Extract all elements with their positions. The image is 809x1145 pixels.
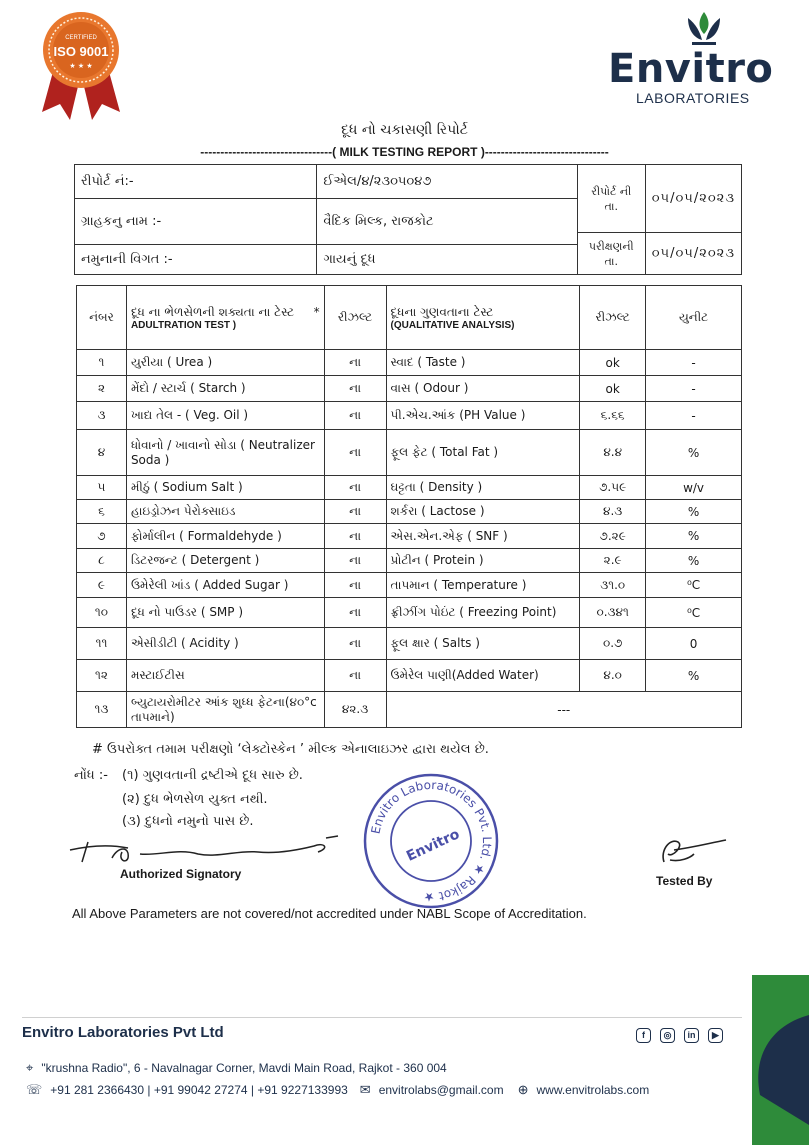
row-adulteration-test: ધોવાનો / ખાવાનો સોડા ( Neutralizer Soda ) xyxy=(126,430,324,476)
row-adulteration-result: ના xyxy=(324,476,386,500)
row-adulteration-result: ના xyxy=(324,573,386,598)
header-q-result: રીઝલ્ટ xyxy=(580,286,646,350)
row-no: ૧૨ xyxy=(77,660,127,692)
envitro-logo xyxy=(600,8,790,108)
table-row xyxy=(77,500,742,524)
row-adulteration-result: ના xyxy=(324,549,386,573)
report-date-label: રીપોર્ટ ની તા. xyxy=(577,165,645,233)
footer-address-line xyxy=(26,1060,447,1076)
row-no: ૭ xyxy=(77,524,127,549)
brand-name: Envitro xyxy=(608,46,774,92)
row-unit: % xyxy=(646,500,742,524)
authorized-signatory-label: Authorized Signatory xyxy=(120,867,242,881)
footer-contact-line xyxy=(26,1082,649,1098)
customer-name-value: વૈદિક મિલ્ક, રાજકોટ xyxy=(317,199,577,245)
row-quality-test: તાપમાન ( Temperature ) xyxy=(386,573,580,598)
report-info-table xyxy=(74,164,742,275)
footer-divider xyxy=(22,1017,742,1018)
row-quality-test: પ્રોટીન ( Protein ) xyxy=(386,549,580,573)
row-adulteration-result: ના xyxy=(324,524,386,549)
row-adulteration-test: હાઇડ્રોઝન પેરોક્સાઇડ xyxy=(126,500,324,524)
row-quality-test: પી.એચ.આંક (PH Value ) xyxy=(386,402,580,430)
youtube-icon[interactable]: ▶ xyxy=(708,1028,723,1043)
social-links xyxy=(636,1028,723,1043)
row-quality-test: વાસ ( Odour ) xyxy=(386,376,580,402)
report-no-label: રીપોર્ટ નં:- xyxy=(75,165,317,199)
linkedin-icon[interactable]: in xyxy=(684,1028,699,1043)
row-quality-result: ૭.૨૯ xyxy=(580,524,646,549)
row-no: ૧૩ xyxy=(77,692,127,728)
row-adulteration-test: મીઠું ( Sodium Salt ) xyxy=(126,476,324,500)
tested-by-signature xyxy=(650,832,730,872)
table-row xyxy=(77,524,742,549)
row-adulteration-result: ના xyxy=(324,660,386,692)
table-row xyxy=(77,660,742,692)
table-row xyxy=(77,549,742,573)
row-no: ૨ xyxy=(77,376,127,402)
header-star: * xyxy=(313,304,320,319)
row-adulteration-test: ખાદ્ય તેલ - ( Veg. Oil ) xyxy=(126,402,324,430)
tested-by-label: Tested By xyxy=(656,874,713,888)
row-adulteration-result: ના xyxy=(324,402,386,430)
row-quality-result: ૪.૦ xyxy=(580,660,646,692)
row-quality-result: ૩૧.૦ xyxy=(580,573,646,598)
authorized-signature xyxy=(68,828,368,868)
test-results-table xyxy=(76,285,742,728)
row-adulteration-test: ઉમેરેલી ખાંડ ( Added Sugar ) xyxy=(126,573,324,598)
table-row xyxy=(77,402,742,430)
row-quality-test: ફૂલ ફેટ ( Total Fat ) xyxy=(386,430,580,476)
table-row xyxy=(77,376,742,402)
header-qualitative-guj: દૂધના ગુણવતાના ટેસ્ટ xyxy=(390,304,494,319)
row-no: ૫ xyxy=(77,476,127,500)
row-quality-test: ઘટ્ટતા ( Density ) xyxy=(386,476,580,500)
company-stamp xyxy=(362,772,500,910)
row-adulteration-test: એસીડીટી ( Acidity ) xyxy=(126,628,324,660)
table-row-last xyxy=(77,692,742,728)
row-unit: ⁰C xyxy=(646,598,742,628)
row-unit: w/v xyxy=(646,476,742,500)
row-adulteration-test: યુરીયા ( Urea ) xyxy=(126,350,324,376)
row-no: ૩ xyxy=(77,402,127,430)
sample-value: ગાયનું દૂધ xyxy=(317,245,577,275)
row-adulteration-result: ના xyxy=(324,376,386,402)
test-date-value: ૦૫/૦૫/૨૦૨૩ xyxy=(645,233,741,275)
header-qualitative xyxy=(386,286,580,350)
footer-website[interactable]: www.envitrolabs.com xyxy=(536,1083,650,1097)
header-unit: યુનીટ xyxy=(646,286,742,350)
row-quality-result: ૦.૭ xyxy=(580,628,646,660)
row-adulteration-test: મસ્ટાઈટીસ xyxy=(126,660,324,692)
row-adulteration-result: ના xyxy=(324,430,386,476)
row-adulteration-result: ના xyxy=(324,500,386,524)
note-2: (૨) દુધ ભેળસેળ યુક્ત નથી. xyxy=(122,792,268,807)
report-date-value: ૦૫/૦૫/૨૦૨૩ xyxy=(645,165,741,233)
leaf-logo-icon xyxy=(682,8,726,48)
report-title-gujarati: દૂધ નો ચકાસણી રિપોર્ટ xyxy=(341,122,468,138)
table-row xyxy=(77,573,742,598)
note-1: (૧) ગુણવતાની દ્રષ્ટીએ દૂધ સારુ છે. xyxy=(122,768,303,783)
row-unit: - xyxy=(646,376,742,402)
header-result: રીઝલ્ટ xyxy=(324,286,386,350)
customer-name-label: ગ્રાહકનુ નામ :- xyxy=(75,199,317,245)
table-row xyxy=(77,350,742,376)
header-adulteration-en: ADULTRATION TEST ) xyxy=(130,319,237,331)
row-quality-test: એસ.એન.એફ ( SNF ) xyxy=(386,524,580,549)
row-adulteration-result: ના xyxy=(324,350,386,376)
header-qualitative-en: (QUALITATIVE ANALYSIS) xyxy=(390,319,515,331)
sample-label: નમુનાની વિગત :- xyxy=(75,245,317,275)
row-unit: 0 xyxy=(646,628,742,660)
row-unit: % xyxy=(646,549,742,573)
row-adulteration-result: ના xyxy=(324,598,386,628)
row-quality-test: સ્વાદ ( Taste ) xyxy=(386,350,580,376)
analyzer-note: # ઉપરોક્ત તમામ પરીક્ષણો ‘લેક્ટોસ્કેન ’ મીલ્ક એનાલાઇઝર દ્વારા થયેલ છે. xyxy=(92,742,489,757)
note-3: (૩) દુધનો નમુનો પાસ છે. xyxy=(122,814,254,829)
row-quality-test: ઉમેરેલ પાણી(Added Water) xyxy=(386,660,580,692)
row-unit: - xyxy=(646,350,742,376)
footer-phones: +91 281 2366430 | +91 99042 27274 | +91 9227133993 xyxy=(50,1083,348,1097)
row-merged-empty: --- xyxy=(386,692,741,728)
stamp-ring-text: Envitro Laboratories Pvt. Ltd. ★ Rajkot ★ xyxy=(368,777,495,905)
decorative-corner xyxy=(752,975,809,1145)
row-quality-result: ૭.૫૯ xyxy=(580,476,646,500)
phone-icon: ☏ xyxy=(26,1082,43,1097)
row-no: ૧૧ xyxy=(77,628,127,660)
row-quality-result: ૪.૪ xyxy=(580,430,646,476)
footer-address: "krushna Radio", 6 - Navalnagar Corner, Mavdi Main Road, Rajkot - 360 004 xyxy=(41,1061,447,1075)
table-row xyxy=(77,628,742,660)
report-title-english: ---------------------------------( MILK TESTING REPORT )------------------------------- xyxy=(200,145,609,159)
row-adulteration-test: ડિટરજન્ટ ( Detergent ) xyxy=(126,549,324,573)
report-no-value: ઈએલ/૪/૨૩૦૫૦૪૭ xyxy=(317,165,577,199)
svg-text:★ ★ ★: ★ ★ ★ xyxy=(69,62,93,70)
table-row xyxy=(77,476,742,500)
iso-top-text: CERTIFIED xyxy=(65,35,97,41)
instagram-icon[interactable]: ◎ xyxy=(660,1028,675,1043)
stamp-center-text: Envitro xyxy=(404,826,463,865)
row-adulteration-test: ફોર્માલીન ( Formaldehyde ) xyxy=(126,524,324,549)
row-quality-test: શર્કરા ( Lactose ) xyxy=(386,500,580,524)
row-unit: ⁰C xyxy=(646,573,742,598)
mail-icon: ✉ xyxy=(359,1082,371,1097)
row-no: ૧૦ xyxy=(77,598,127,628)
row-unit: % xyxy=(646,524,742,549)
row-no: ૬ xyxy=(77,500,127,524)
row-unit: % xyxy=(646,660,742,692)
row-adulteration-result: ના xyxy=(324,628,386,660)
header-adulteration-guj: દૂધ ના ભેળસેળની શક્યતા ના ટેસ્ટ xyxy=(130,304,295,319)
globe-icon: ⊕ xyxy=(517,1082,529,1097)
row-butyrometer-test: બ્યુટાયરોમીટર આંક શુધ્ધ ફેટના(૪૦°c તાપમાને) xyxy=(126,692,324,728)
row-quality-result: ૨.૯ xyxy=(580,549,646,573)
footer-company-name: Envitro Laboratories Pvt Ltd xyxy=(22,1024,224,1041)
row-quality-result: ok xyxy=(580,350,646,376)
row-quality-result: ૪.૩ xyxy=(580,500,646,524)
row-quality-test: ફૂલ ક્ષાર ( Salts ) xyxy=(386,628,580,660)
row-no: ૧ xyxy=(77,350,127,376)
table-row xyxy=(77,430,742,476)
row-unit: % xyxy=(646,430,742,476)
header-no: નંબર xyxy=(77,286,127,350)
facebook-icon[interactable]: f xyxy=(636,1028,651,1043)
row-unit: - xyxy=(646,402,742,430)
row-no: ૪ xyxy=(77,430,127,476)
nabl-disclaimer: All Above Parameters are not covered/not accredited under NABL Scope of Accreditation. xyxy=(72,906,587,921)
row-quality-result: ૬.૬૬ xyxy=(580,402,646,430)
brand-subtitle: LABORATORIES xyxy=(636,90,750,106)
row-adulteration-test: દૂધ નો પાઉડર ( SMP ) xyxy=(126,598,324,628)
row-quality-test: ફ્રીઝીંગ પોઇંટ ( Freezing Point) xyxy=(386,598,580,628)
row-quality-result: ok xyxy=(580,376,646,402)
footer-email[interactable]: envitrolabs@gmail.com xyxy=(378,1083,504,1097)
results-body xyxy=(77,350,742,728)
location-pin-icon: ⌖ xyxy=(26,1060,34,1075)
iso-9001-badge xyxy=(40,8,122,120)
row-no: ૮ xyxy=(77,549,127,573)
row-no: ૯ xyxy=(77,573,127,598)
header-adulteration xyxy=(126,286,324,350)
table-row xyxy=(77,598,742,628)
row-butyrometer-result: ૪૨.૩ xyxy=(324,692,386,728)
test-date-label: પરીક્ષણની તા. xyxy=(577,233,645,275)
row-quality-result: ૦.૩૪૧ xyxy=(580,598,646,628)
iso-main-text: ISO 9001 xyxy=(53,44,109,59)
note-label: નોંધ :- xyxy=(74,768,108,783)
row-adulteration-test: મેંદો / સ્ટાર્ચ ( Starch ) xyxy=(126,376,324,402)
